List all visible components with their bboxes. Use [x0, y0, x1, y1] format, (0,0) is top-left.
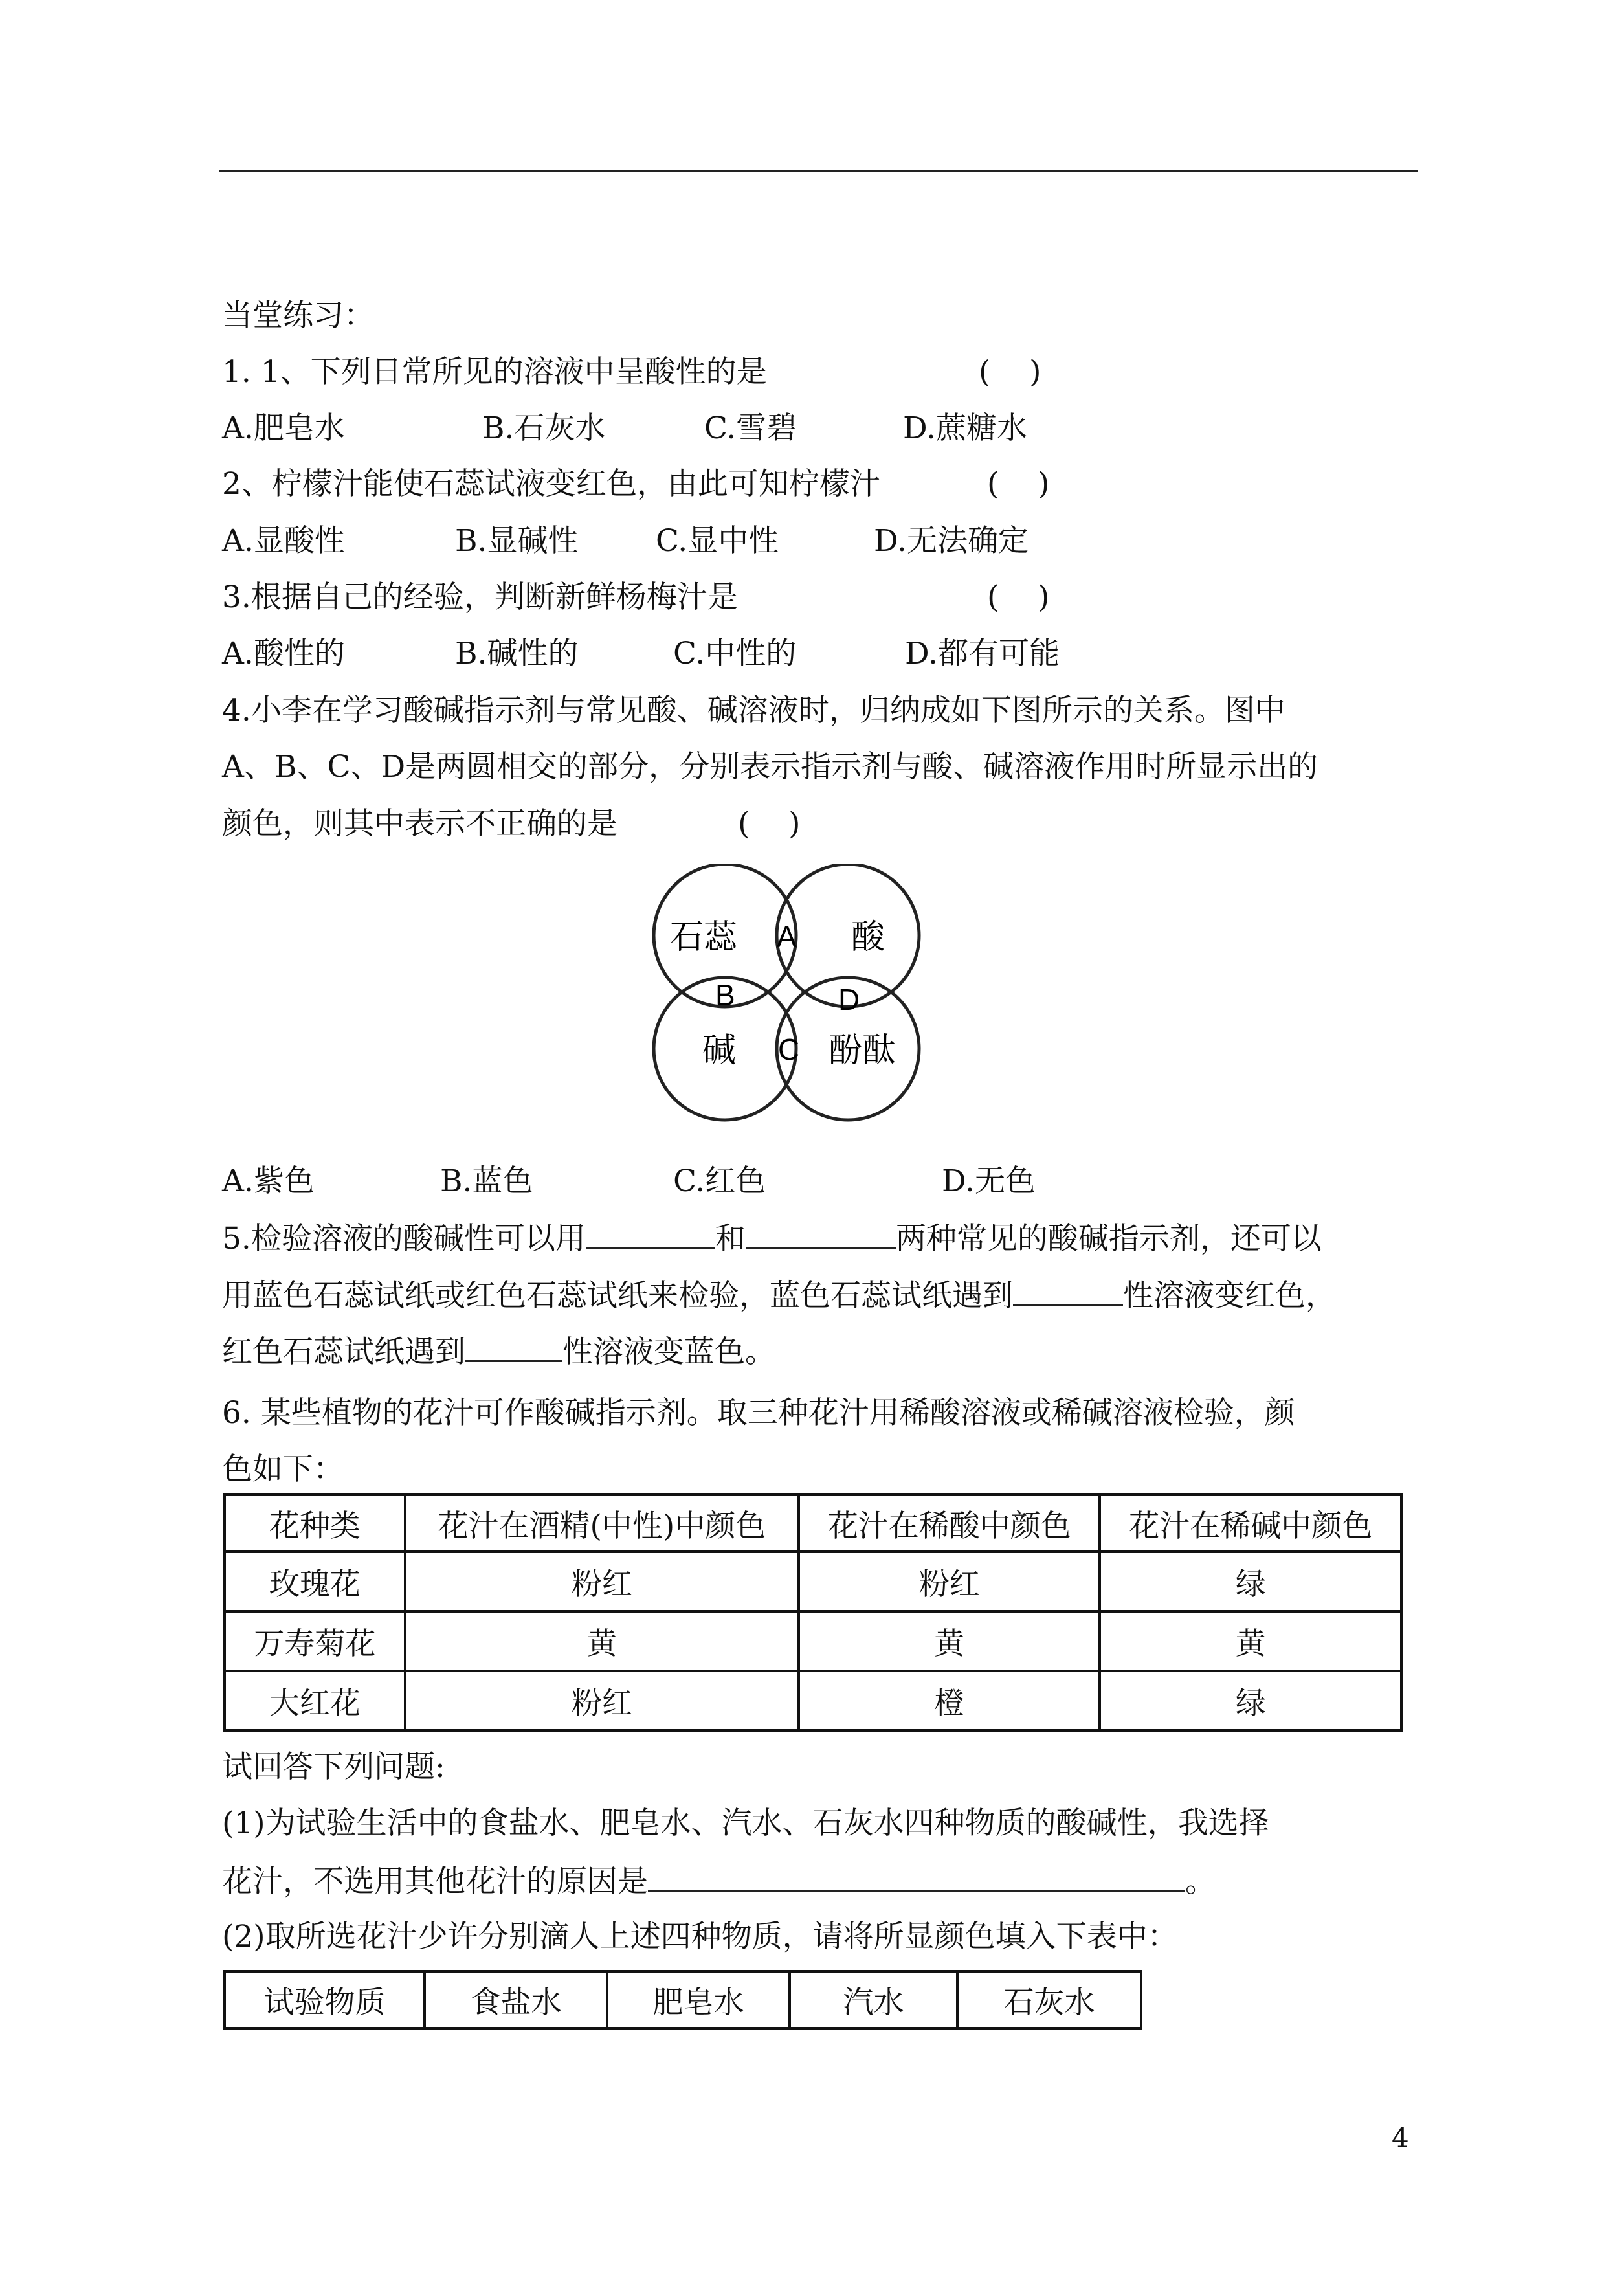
q2-stem: 2、柠檬汁能使石蕊试液变红色，由此可知柠檬汁 [222, 466, 880, 502]
table-header-cell: 花种类 [225, 1495, 405, 1552]
q6-line2: 色如下： [222, 1451, 344, 1487]
q5-blank-1[interactable] [586, 1218, 715, 1249]
q6-line1: 6. 某些植物的花汁可作酸碱指示剂。取三种花汁用稀酸溶液或稀碱溶液检验，颜 [222, 1395, 1295, 1431]
q6-sub1-blank[interactable] [648, 1861, 1185, 1892]
table-header-cell: 肥皂水 [607, 1971, 790, 2028]
q5-blank-3[interactable] [1013, 1275, 1123, 1306]
q4-option-d: D.无色 [942, 1163, 1036, 1199]
q4-option-c: C.红色 [673, 1163, 766, 1199]
q5-blank-4[interactable] [465, 1332, 562, 1362]
q6-sub1-text: 花汁，不选用其他花汁的原因是 [222, 1864, 648, 1899]
table-cell: 黄 [405, 1611, 799, 1671]
venn-label-litmus: 石蕊 [670, 919, 738, 956]
table-cell: 万寿菊花 [225, 1611, 405, 1671]
q3-answer-paren: ( ) [987, 579, 1050, 615]
q5-text-2a: 用蓝色石蕊试纸或红色石蕊试纸来检验，蓝色石蕊试纸遇到 [222, 1278, 1013, 1314]
table-row [225, 1611, 1401, 1671]
q5-text-3a: 红色石蕊试纸遇到 [222, 1334, 465, 1370]
page-number: 4 [1392, 2122, 1409, 2154]
q4-option-a: A.紫色 [222, 1163, 315, 1199]
table-cell: 黄 [1100, 1611, 1401, 1671]
venn-region-d: D [838, 983, 860, 1016]
table-header-row [225, 1495, 1401, 1552]
section-title: 当堂练习： [222, 298, 374, 333]
q5-text-1b: 和 [715, 1221, 746, 1257]
venn-label-acid: 酸 [851, 919, 885, 956]
q4-line3: 颜色，则其中表示不正确的是 [222, 806, 617, 842]
q2-option-a: A.显酸性 [222, 523, 345, 559]
q5-blank-2[interactable] [746, 1218, 896, 1249]
table-header-cell: 食盐水 [425, 1971, 607, 2028]
table-row [225, 1671, 1401, 1730]
q5-text-2b: 性溶液变红色， [1123, 1278, 1336, 1314]
venn-region-c: C [778, 1033, 800, 1066]
q5-text-1a: 5.检验溶液的酸碱性可以用 [222, 1221, 586, 1257]
table-header-cell: 花汁在酒精(中性)中颜色 [405, 1495, 799, 1552]
venn-label-phenolphthalein: 酚酞 [829, 1032, 896, 1069]
q3-option-a: A.酸性的 [222, 636, 345, 671]
table-header-cell: 汽水 [790, 1971, 957, 2028]
q5-line1 [222, 1218, 1322, 1258]
venn-region-a: A [777, 920, 797, 954]
q1-option-d: D.蔗糖水 [903, 410, 1027, 446]
table-header-cell: 石灰水 [957, 1971, 1141, 2028]
table-header-cell: 花汁在稀碱中颜色 [1100, 1495, 1401, 1552]
q6-sub1-period: 。 [1185, 1864, 1216, 1899]
q1-answer-paren: ( ) [979, 354, 1041, 390]
q3-stem: 3.根据自己的经验，判断新鲜杨梅汁是 [222, 579, 738, 615]
q6-sub1-line1: (1)为试验生活中的食盐水、肥皂水、汽水、石灰水四种物质的酸碱性，我选择 [222, 1806, 1269, 1841]
table-row [225, 1552, 1401, 1611]
q6-sub2: (2)取所选花汁少许分别滴人上述四种物质，请将所显颜色填入下表中： [222, 1919, 1178, 1954]
table-header-cell: 花汁在稀酸中颜色 [799, 1495, 1100, 1552]
q2-option-b: B.显碱性 [455, 523, 579, 559]
q3-option-b: B.碱性的 [455, 636, 579, 671]
q5-line2 [222, 1275, 1336, 1315]
table-header-cell: 试验物质 [225, 1971, 425, 2028]
q2-option-d: D.无法确定 [874, 523, 1029, 559]
q1-option-a: A.肥皂水 [222, 410, 345, 446]
table-cell: 粉红 [405, 1671, 799, 1730]
q1-option-c: C.雪碧 [704, 410, 797, 446]
venn-label-base: 碱 [702, 1032, 737, 1069]
q5-text-3b: 性溶液变蓝色。 [562, 1334, 775, 1370]
q4-option-b: B.蓝色 [440, 1163, 533, 1199]
q5-line3 [222, 1332, 775, 1372]
table-cell: 绿 [1100, 1671, 1401, 1730]
q3-option-d: D.都有可能 [905, 636, 1060, 671]
q1-stem [222, 353, 767, 392]
table-cell: 玫瑰花 [225, 1552, 405, 1611]
q4-line2: A、B、C、D是两圆相交的部分，分别表示指示剂与酸、碱溶液作用时所显示出的 [222, 749, 1318, 785]
venn-diagram [634, 864, 945, 1123]
q5-text-1c: 两种常见的酸碱指示剂，还可以 [895, 1221, 1322, 1257]
q3-option-c: C.中性的 [673, 636, 797, 671]
q1-option-b: B.石灰水 [482, 410, 606, 446]
test-substance-table [223, 1970, 1142, 2030]
table-cell: 大红花 [225, 1671, 405, 1730]
flower-indicator-table [223, 1493, 1403, 1732]
table-cell: 绿 [1100, 1552, 1401, 1611]
table-cell: 黄 [799, 1611, 1100, 1671]
q2-answer-paren: ( ) [987, 466, 1050, 502]
table-cell: 橙 [799, 1671, 1100, 1730]
table-header-row [225, 1971, 1141, 2028]
q2-option-c: C.显中性 [656, 523, 779, 559]
q4-line1: 4.小李在学习酸碱指示剂与常见酸、碱溶液时，归纳成如下图所示的关系。图中 [222, 693, 1285, 728]
q4-answer-paren: ( ) [738, 806, 801, 842]
table-cell: 粉红 [405, 1552, 799, 1611]
header-rule [219, 170, 1418, 172]
venn-region-b: B [715, 978, 735, 1012]
table-cell: 粉红 [799, 1552, 1100, 1611]
q1-stem-text: 1. 1、下列日常所见的溶液中呈酸性的是 [222, 354, 767, 390]
q6-sub1-line2 [222, 1861, 1216, 1901]
q6-prompt: 试回答下列问题: [222, 1749, 445, 1785]
